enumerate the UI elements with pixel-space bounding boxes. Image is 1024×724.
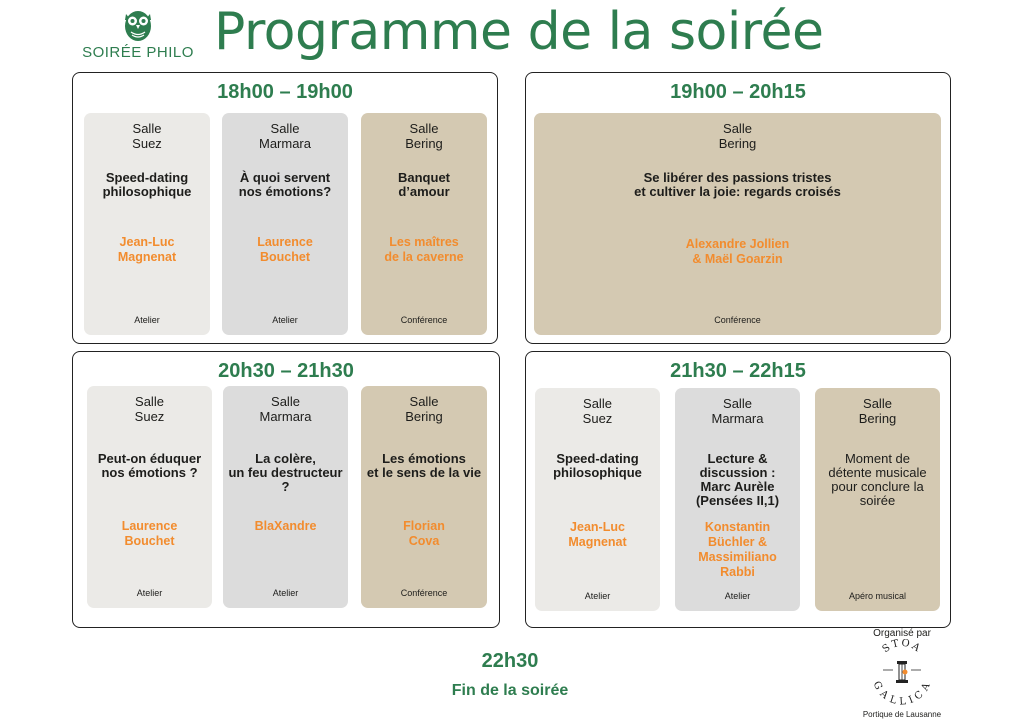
session-room: Salle Bering (405, 394, 443, 424)
session-topic: Lecture & discussion : Marc Aurèle (Pensées II,1) (695, 451, 780, 508)
session-room: Salle Suez (134, 394, 165, 424)
end-label: Fin de la soirée (451, 682, 569, 699)
session-speaker: Jean-Luc Magnenat (117, 235, 177, 264)
session-room: Salle Suez (582, 396, 613, 426)
owl-logo-icon (121, 6, 155, 42)
timeslot-block (72, 72, 498, 344)
session-card (534, 113, 941, 335)
session-card (84, 113, 210, 335)
session-type: Atelier (584, 591, 611, 601)
session-room: Salle Marmara (711, 396, 764, 426)
session-card (361, 113, 487, 335)
organizer-sub: Portique de Lausanne (862, 710, 942, 719)
soiree-philo-logo (78, 6, 198, 61)
session-topic: Les émotions et le sens de la vie (366, 451, 482, 480)
session-type: Atelier (724, 591, 751, 601)
session-card (535, 388, 660, 611)
session-room: Salle Marmara (258, 121, 311, 151)
session-card (361, 386, 487, 608)
session-speaker: Les maîtres de la caverne (384, 235, 464, 264)
session-type: Conférence (400, 315, 448, 325)
session-room: Salle Bering (405, 121, 443, 151)
session-speaker: BlaXandre (254, 519, 317, 533)
session-type: Atelier (272, 315, 298, 325)
session-topic: Se libérer des passions tristes et cultiver la joie: regards croisés (634, 170, 841, 199)
session-card (223, 386, 348, 608)
session-card (87, 386, 212, 608)
session-speaker: Laurence Bouchet (121, 519, 178, 548)
timeslot-time: 19h00 – 20h15 (670, 81, 806, 103)
timeslot-time: 21h30 – 22h15 (670, 360, 806, 382)
organizer (852, 628, 952, 719)
session-topic: La colère, un feu destructeur ? (228, 451, 343, 494)
organizer-label: Organisé par (873, 628, 931, 639)
timeslot-time: 18h00 – 19h00 (217, 81, 353, 103)
session-topic: Speed-dating philosophique (553, 451, 642, 480)
session-speaker: Alexandre Jollien & Maël Goarzin (685, 237, 790, 266)
session-type: Atelier (134, 315, 160, 325)
page-title: Programme de la soirée (214, 2, 824, 62)
session-speaker: Jean-Luc Magnenat (568, 520, 627, 549)
session-type: Atelier (272, 588, 299, 598)
session-speaker: Laurence Bouchet (257, 235, 313, 264)
session-card (675, 388, 800, 611)
session-topic: Speed-dating philosophique (102, 170, 192, 199)
session-type: Conférence (714, 315, 761, 325)
end-time: 22h30 (481, 650, 539, 672)
timeslot-block (525, 72, 951, 344)
session-topic: À quoi servent nos émotions? (238, 170, 332, 199)
session-room: Salle Bering (858, 396, 897, 426)
session-room: Salle Bering (718, 121, 757, 151)
timeslot-block (72, 351, 500, 628)
timeslot-time: 20h30 – 21h30 (218, 360, 354, 382)
session-card (815, 388, 940, 611)
stoa-gallica-column-icon (867, 639, 937, 705)
session-speaker: Florian Cova (403, 519, 445, 548)
timeslot-block (525, 351, 951, 628)
session-type: Apéro musical (848, 591, 907, 601)
svg-text:STOA: STOA (880, 639, 924, 656)
session-room: Salle Suez (132, 121, 162, 151)
session-card (222, 113, 348, 335)
session-type: Conférence (400, 588, 448, 598)
session-speaker: Konstantin Büchler & Massimiliano Rabbi (698, 520, 777, 579)
session-room: Salle Marmara (259, 394, 312, 424)
logo-text: SOIRÉE PHILO (82, 44, 194, 61)
svg-text:GALLICA: GALLICA (870, 679, 934, 705)
session-topic: Peut-on éduquer nos émotions ? (97, 451, 202, 480)
session-type: Atelier (136, 588, 163, 598)
session-topic: Moment de détente musicale pour conclure la soirée (828, 451, 927, 508)
session-topic: Banquet d’amour (398, 170, 450, 199)
